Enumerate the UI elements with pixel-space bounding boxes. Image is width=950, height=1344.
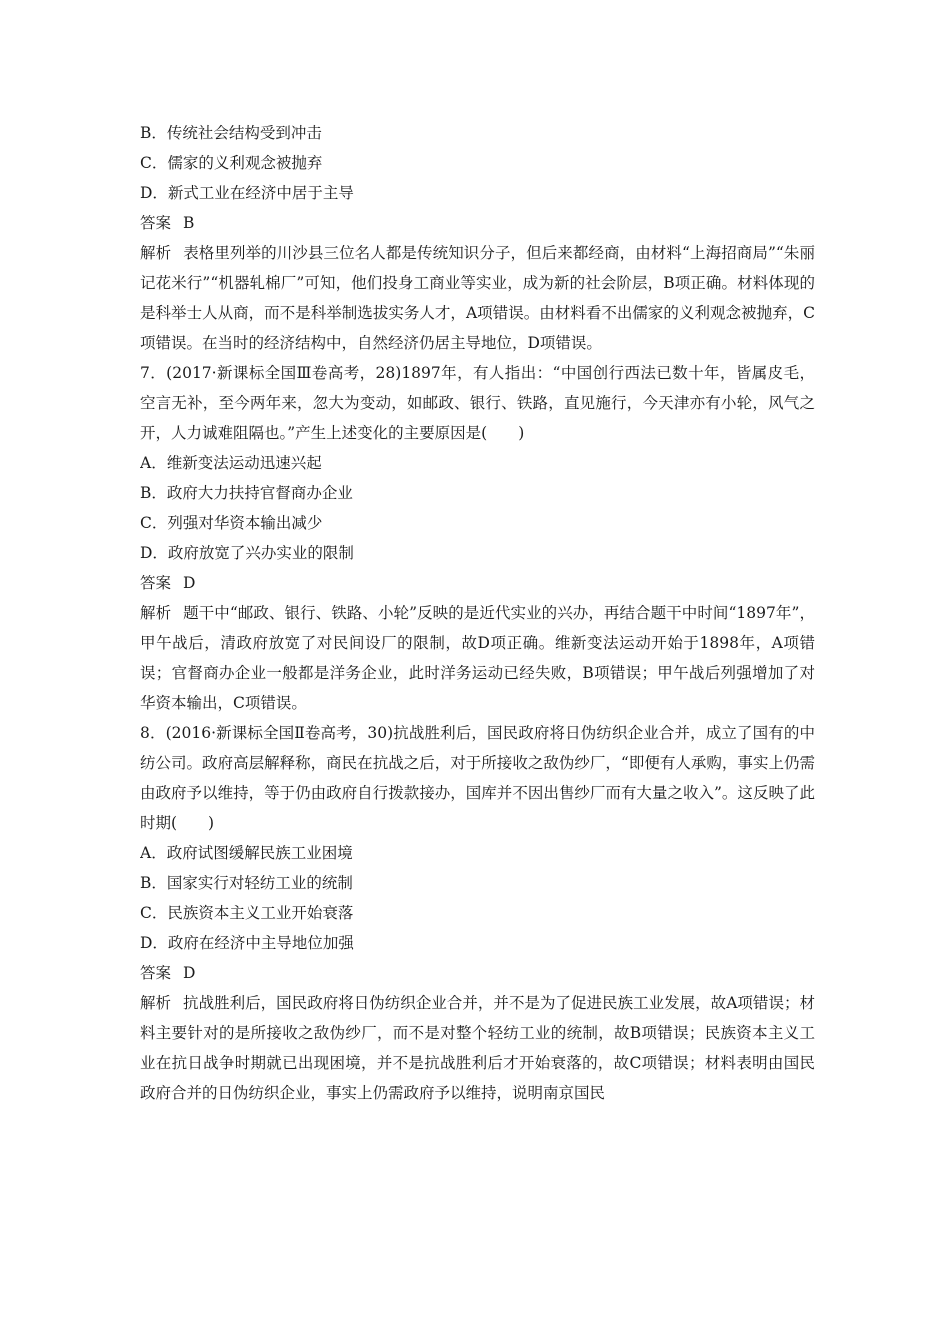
q8-option-a: A．政府试图缓解民族工业困境 (140, 844, 353, 862)
q8-answer-label: 答案 (140, 964, 172, 982)
q6-answer (140, 208, 815, 238)
q6-analysis (140, 238, 815, 358)
q8-answer-value: D (183, 964, 196, 982)
q7-answer (140, 568, 815, 598)
q6-answer-label: 答案 (140, 214, 172, 232)
q7-analysis-text: 题干中“邮政、银行、铁路、小轮”反映的是近代实业的兴办，再结合题干中时间“1897年”，甲午战后，清政府放宽了对民间设厂的限制，故D项正确。维新变法运动开始于1898年，A项错误；官督商办企业一般都是洋务企业，此时洋务运动已经失败，B项错误；甲午战后列强增加了对华资本输出，C项错误。 (140, 604, 815, 712)
q8-analysis-text: 抗战胜利后，国民政府将日伪纺织企业合并，并不是为了促进民族工业发展，故A项错误；材料主要针对的是所接收之敌伪纱厂，而不是对整个轻纺工业的统制，故B项错误；民族资本主义工业在抗日战争时期就已出现困境，并不是抗战胜利后才开始衰落的，故C项错误；材料表明由国民政府合并的日伪纺织企业，事实上仍需政府予以维持，说明南京国民 (140, 994, 815, 1102)
q7-analysis (140, 598, 815, 718)
q8-answer (140, 958, 815, 988)
q8-stem: 8．(2016·新课标全国Ⅱ卷高考，30)抗战胜利后，国民政府将日伪纺织企业合并，成立了国有的中纺公司。政府高层解释称，商民在抗战之后，对于所接收之敌伪纱厂，“即便有人承购，事实上仍需由政府予以维持，等于仍由政府自行拨款接办，国库并不因出售纱厂而有大量之收入”。这反映了此时期( ) (140, 724, 815, 832)
q8-analysis (140, 988, 815, 1108)
q7-analysis-label: 解析 (140, 604, 172, 622)
q6-option-c: C．儒家的义利观念被抛弃 (140, 154, 323, 172)
q8-option-c: C．民族资本主义工业开始衰落 (140, 904, 354, 922)
q6-analysis-text: 表格里列举的川沙县三位名人都是传统知识分子，但后来都经商，由材料“上海招商局”“朱丽记花米行”“机器轧棉厂”可知，他们投身工商业等实业，成为新的社会阶层，B项正确。材料体现的是科举士人从商，而不是科举制选拔实务人才，A项错误。由材料看不出儒家的义利观念被抛弃，C项错误。在当时的经济结构中，自然经济仍居主导地位，D项错误。 (140, 244, 815, 352)
q7-option-c: C．列强对华资本输出减少 (140, 514, 323, 532)
q7-option-d: D．政府放宽了兴办实业的限制 (140, 544, 354, 562)
document-content (140, 118, 815, 1108)
q8-option-d: D．政府在经济中主导地位加强 (140, 934, 354, 952)
q6-analysis-label: 解析 (140, 244, 172, 262)
q7-stem: 7．(2017·新课标全国Ⅲ卷高考，28)1897年，有人指出：“中国创行西法已数十年，皆属皮毛，空言无补，至今两年来，忽大为变动，如邮政、银行、铁路，直见施行，今天津亦有小轮，风气之开，人力诚难阻隔也。”产生上述变化的主要原因是( ) (140, 364, 815, 442)
q8-analysis-label: 解析 (140, 994, 172, 1012)
q7-option-b: B．政府大力扶持官督商办企业 (140, 484, 353, 502)
q7-answer-label: 答案 (140, 574, 172, 592)
q7-answer-value: D (183, 574, 196, 592)
q7-option-a: A．维新变法运动迅速兴起 (140, 454, 322, 472)
q6-answer-value: B (183, 214, 195, 232)
q6-option-d: D．新式工业在经济中居于主导 (140, 184, 354, 202)
q6-option-b: B．传统社会结构受到冲击 (140, 124, 322, 142)
q8-option-b: B．国家实行对轻纺工业的统制 (140, 874, 353, 892)
